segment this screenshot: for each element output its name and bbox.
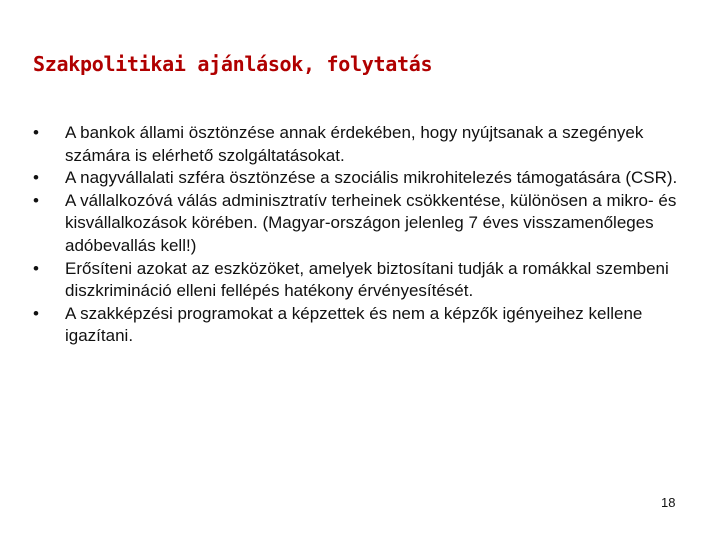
bullet-item [33, 167, 693, 190]
bullet-icon: • [33, 123, 39, 142]
bullet-item [33, 122, 693, 167]
bullet-item [33, 258, 693, 303]
slide-title: Szakpolitikai ajánlások, folytatás [33, 52, 433, 76]
bullet-text: A szakképzési programokat a képzettek és nem a képzők igényeihez kellene igazítani. [65, 303, 643, 346]
bullet-icon: • [33, 168, 39, 188]
bullet-icon: • [33, 258, 39, 278]
bullet-text: A vállalkozóvá válás adminisztratív terheinek csökkentése, különösen a mikro- és kisvállalkozások körében. (Magyar-országon jelenleg 7 éves visszamenőleges adóbevallás kell!) [65, 190, 677, 255]
bullet-item [33, 303, 693, 348]
title-divider [30, 83, 690, 84]
bullet-icon: • [33, 303, 39, 323]
bullet-list [33, 122, 693, 348]
bullet-item [33, 190, 693, 258]
bullet-text: Erősíteni azokat az eszközöket, amelyek biztosítani tudják a romákkal szembeni diszkrimináció elleni fellépés hatékony érvényesítését. [65, 258, 669, 301]
bullet-text: A bankok állami ösztönzése annak érdekében, hogy nyújtsanak a szegények számára is elérhető szolgáltatásokat. [65, 123, 644, 165]
page-number: 18 [661, 495, 676, 510]
bullet-text: A nagyvállalati szféra ösztönzése a szociális mikrohitelezés támogatására (CSR). [65, 168, 678, 188]
bullet-icon: • [33, 190, 39, 210]
